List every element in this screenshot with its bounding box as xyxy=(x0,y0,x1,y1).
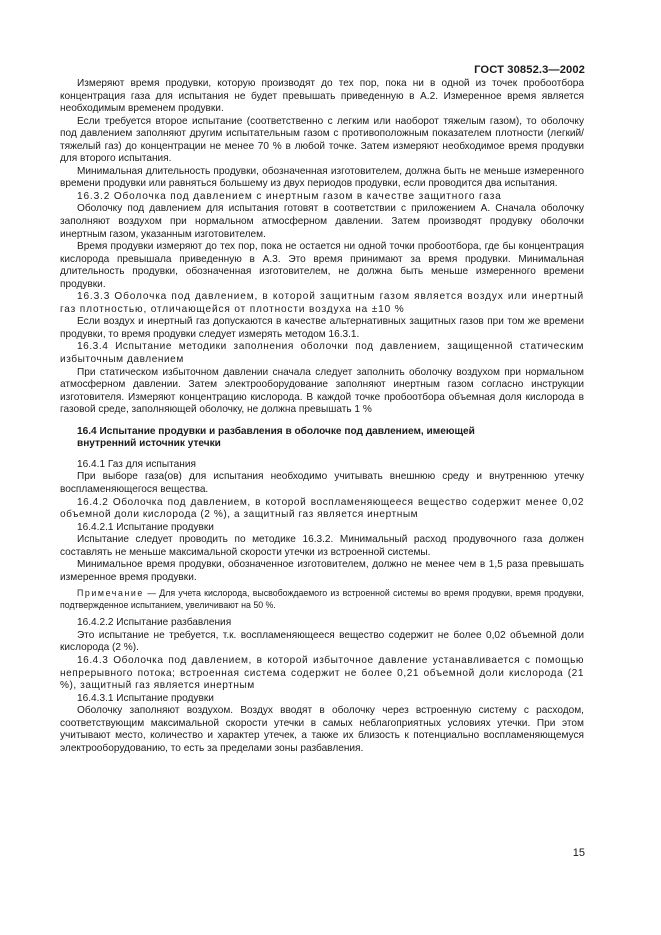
section-heading-16-4 xyxy=(60,426,584,451)
paragraph: Если требуется второе испытание (соответственно с легким или наоборот тяжелым газом), то оболочку под давлением заполняют другим испытательным газом с противоположным показателем плотности (легкий/тяжелый газ) до концентрации не менее 70 % в любой точке. Затем измеряют необходимое время продувки для второго испытания. xyxy=(60,115,584,165)
section-heading-line: 16.4 Испытание продувки и разбавления в оболочке под давлением, имеющей xyxy=(77,425,475,437)
paragraph: Если воздух и инертный газ допускаются в качестве альтернативных защитных газов при том же времени продувки, то время продувки следует измерять методом 16.3.1. xyxy=(60,316,584,340)
subsection-heading-16-4-3-1: 16.4.3.1 Испытание продувки xyxy=(77,692,214,704)
document-code: ГОСТ 30852.3—2002 xyxy=(474,64,585,76)
paragraph: При статическом избыточном давлении сначала следует заполнить оболочку воздухом при нормальном атмосферном давлении. Затем электрооборудование заполняют инертным газом согласно инструкции изготовителя. Измеряют концентрацию кислорода. В каждой точке пробоотбора объемная доля кислорода в газовой среде, заполняющей оболочку, не должна превышать 1 % xyxy=(60,366,584,416)
paragraph: При выборе газа(ов) для испытания необходимо учитывать внешнюю среду и внутреннюю утечку воспламеняющегося вещества. xyxy=(60,471,584,495)
subsection-heading-16-3-4: 16.3.4 Испытание методики заполнения оболочки под давлением, защищенной статическим избыточным давлением xyxy=(60,341,584,366)
note-text: — Для учета кислорода, высвобождаемого из встроенной системы во время продувки, время продувки, подтвержденное испытанием, увеличивают на 50 %. xyxy=(60,588,584,610)
subsection-heading-16-4-2-2: 16.4.2.2 Испытание разбавления xyxy=(77,617,232,629)
paragraph: Минимальное время продувки, обозначенное изготовителем, должно не менее чем в 1,5 раза превышать измеренное время продувки. xyxy=(60,559,584,583)
subsection-heading-16-3-2: 16.3.2 Оболочка под давлением с инертным газом в качестве защитного газа xyxy=(77,190,502,202)
paragraph: Оболочку под давлением для испытания готовят в соответствии с приложением А. Сначала оболочку заполняют воздухом при нормальном атмосферном давлении. Затем производят продувку оболочки инертным газом, указанным изготовителем. xyxy=(60,203,584,240)
subsection-heading-16-4-1: 16.4.1 Газ для испытания xyxy=(77,458,196,470)
paragraph: Это испытание не требуется, т.к. воспламеняющееся вещество содержит не более 0,02 объемной доли кислорода (2 %). xyxy=(60,629,584,654)
section-heading-line: внутренний источник утечки xyxy=(77,438,221,450)
paragraph: Оболочку заполняют воздухом. Воздух вводят в оболочку через встроенную систему с расходом, соответствующим максимальной скорости утечки в самых неблагоприятных условиях утечки. При этом учитывают место, количество и характер утечек, а также их близость к потенциально воспламеняющемуся электрооборудованию, то есть за пределами зоны разбавления. xyxy=(60,705,584,754)
subsection-heading-16-3-3: 16.3.3 Оболочка под давлением, в которой защитным газом является воздух или инертный газ плотностью, отличающейся от плотности воздуха на ±10 % xyxy=(60,291,584,315)
paragraph: Измеряют время продувки, которую производят до тех пор, пока ни в одной из точек пробоотбора концентрация газа для испытания не будет превышать приведенную в А.2. Измеренное время является необходимым временем продувки. xyxy=(60,78,584,115)
page-number: 15 xyxy=(572,847,585,859)
document-body xyxy=(60,78,584,755)
paragraph: Минимальная длительность продувки, обозначенная изготовителем, должна быть не меньше измеренного времени продувки или равняться большему из двух периодов продувки, если проводится два испытания. xyxy=(60,165,584,190)
paragraph: Испытание следует проводить по методике 16.3.2. Минимальный расход продувочного газа должен составлять не меньше максимальной скорости утечки из встроенной системы. xyxy=(60,534,584,558)
subsection-heading-16-4-3: 16.4.3 Оболочка под давлением, в которой избыточное давление устанавливается с помощью непрерывного потока; встроенная система содержит не более 0,21 объемной доли кислорода (21 %), защитный газ является инертным xyxy=(60,654,584,692)
note xyxy=(60,588,584,611)
subsection-heading-16-4-2-1: 16.4.2.1 Испытание продувки xyxy=(77,521,214,533)
note-label: Примечание xyxy=(77,588,144,599)
subsection-heading-16-4-2: 16.4.2 Оболочка под давлением, в которой воспламеняющееся вещество содержит менее 0,02 объемной доли кислорода (2 %), а защитный газ является инертным xyxy=(60,496,584,521)
paragraph: Время продувки измеряют до тех пор, пока не остается ни одной точки пробоотбора, где бы концентрация кислорода превышала приведенную в А.3. Это время принимают за время продувки. Минимальная длительность продувки, обозначенная изготовителем, не должна быть меньше измеренного времени продувки. xyxy=(60,241,584,290)
